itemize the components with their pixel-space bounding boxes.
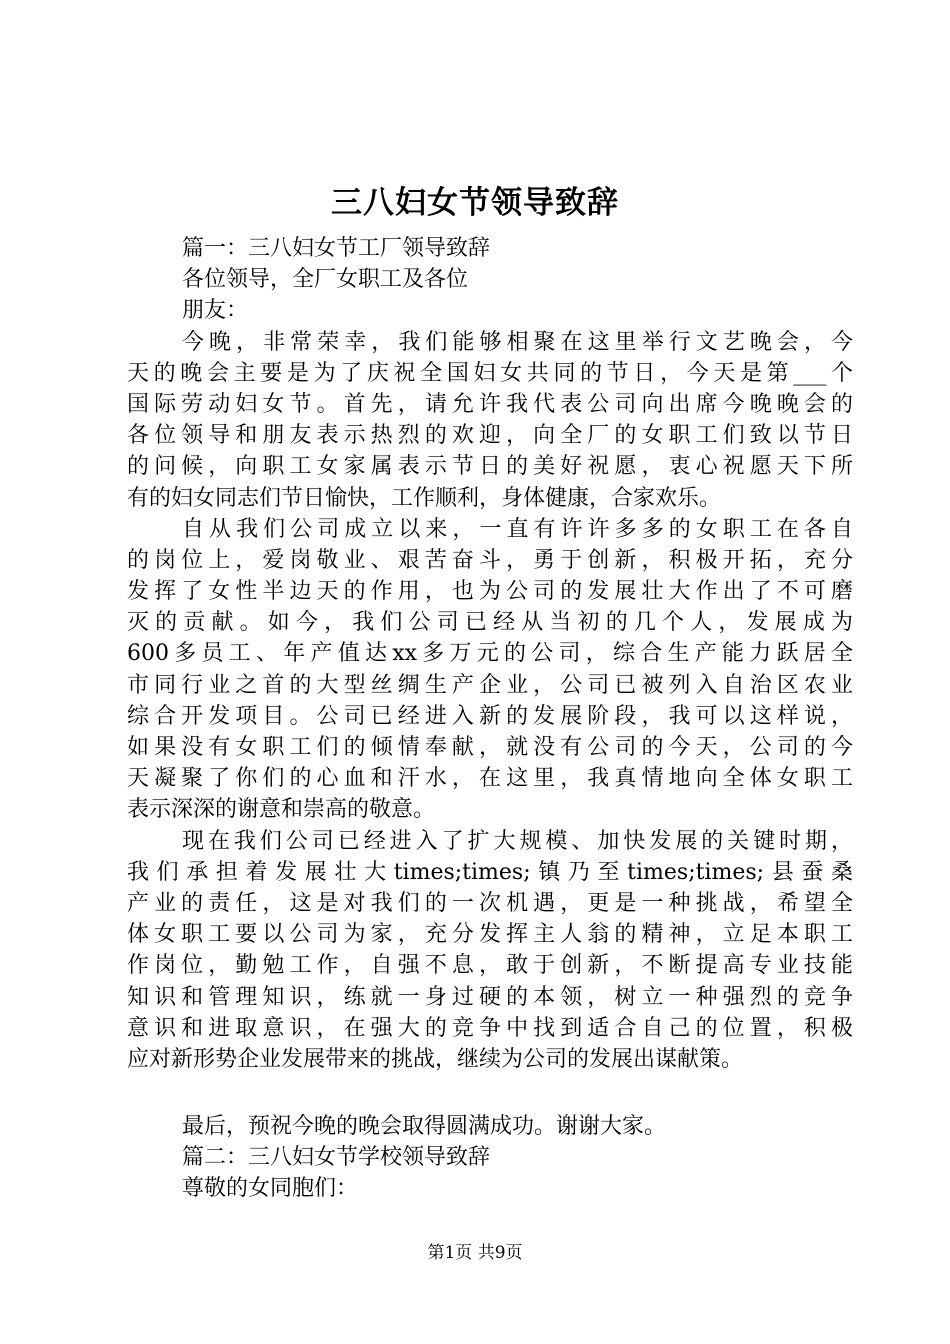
text-line: 天的晚会主要是为了庆祝全国妇女共同的节日，今天是第___个 — [127, 360, 853, 386]
text-line: 如果没有女职工们的倾情奉献，就没有公司的今天，公司的今 — [127, 735, 853, 760]
text-line: 发挥了女性半边天的作用，也为公司的发展壮大作出了不可磨 — [127, 579, 853, 605]
text-line: 的岗位上，爱岗敬业、艰苦奋斗，勇于创新，积极开拓，充分 — [127, 547, 853, 573]
text-line: 篇一：三八妇女节工厂领导致辞 — [182, 236, 491, 261]
text-line: 产业的责任，这是对我们的一次机遇，更是一种挑战，希望全 — [127, 890, 853, 916]
text-line: 各位领导，全厂女职工及各位 — [182, 267, 469, 293]
text-line: 篇二：三八妇女节学校领导致辞 — [182, 1145, 491, 1171]
text-line: 最后，预祝今晚的晚会取得圆满成功。谢谢大家。 — [182, 1114, 667, 1140]
text-line: 作岗位，勤勉工作，自强不息，敢于创新，不断提高专业技能 — [127, 953, 853, 979]
text-line: 自从我们公司成立以来，一直有许许多多的女职工在各自 — [182, 516, 853, 542]
text-line: 尊敬的女同胞们： — [182, 1176, 359, 1202]
text-line: 的问候，向职工女家属表示节日的美好祝愿，衷心祝愿天下所 — [127, 454, 853, 480]
text-line: 应对新形势企业发展带来的挑战，继续为公司的发展出谋献策。 — [127, 1046, 744, 1072]
text-line: 灭的贡献。如今，我们公司已经从当初的几个人，发展成为 — [127, 610, 853, 636]
text-line: 朋友： — [182, 298, 249, 324]
text-line: 综合开发项目。公司已经进入新的发展阶段，我可以这样说， — [127, 703, 853, 729]
text-line: 今晚，非常荣幸，我们能够相聚在这里举行文艺晚会，今 — [182, 329, 853, 355]
text-line: 国际劳动妇女节。首先，请允许我代表公司向出席今晚晚会的 — [127, 391, 853, 417]
text-line: 表示深深的谢意和崇高的敬意。 — [127, 797, 436, 823]
document-title: 三八妇女节领导致辞 — [331, 185, 619, 221]
text-line: 现在我们公司已经进入了扩大规模、加快发展的关键时期， — [182, 828, 853, 854]
text-line: 我们承担着发展壮大times;times;镇乃至times;times;县蚕桑 — [127, 859, 853, 885]
text-line: 600多员工、年产值达xx多万元的公司，综合生产能力跃居全 — [127, 641, 853, 667]
text-line: 有的妇女同志们节日愉快，工作顺利，身体健康，合家欢乐。 — [127, 485, 722, 511]
text-line: 知识和管理知识，练就一身过硬的本领，树立一种强烈的竞争 — [127, 984, 853, 1010]
text-line: 体女职工要以公司为家，充分发挥主人翁的精神，立足本职工 — [127, 922, 853, 948]
text-line: 天凝聚了你们的心血和汗水，在这里，我真情地向全体女职工 — [127, 766, 853, 792]
text-line: 各位领导和朋友表示热烈的欢迎，向全厂的女职工们致以节日 — [127, 423, 853, 449]
text-line: 市同行业之首的大型丝绸生产企业，公司已被列入自治区农业 — [127, 672, 853, 698]
text-line: 意识和进取意识，在强大的竞争中找到适合自己的位置，积极 — [127, 1015, 853, 1041]
page-footer: 第1页 共9页 — [427, 1243, 523, 1263]
document-body — [127, 233, 853, 1205]
paragraph-spacer — [127, 1075, 853, 1111]
